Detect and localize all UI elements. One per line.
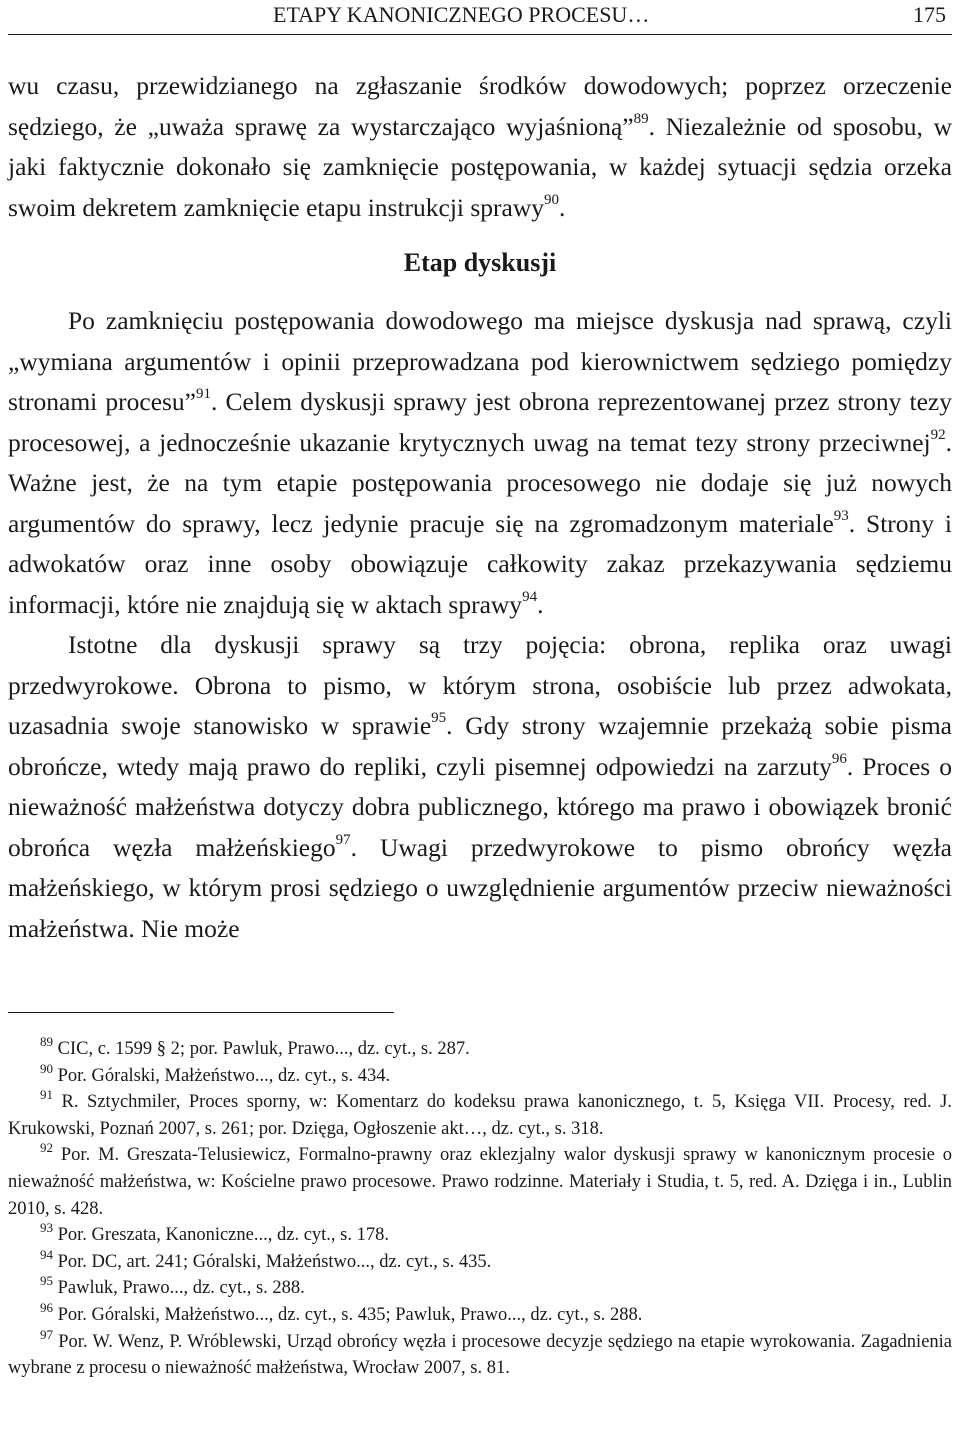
footnote-97: $^{97}$ Por. W. Wenz, P. Wróblewski, Urząd obrońcy węzła i procesowe decyzje sędziego na etapie wyrokowania. Zagadnienia wybrane z procesu o nieważność małżeństwa, Wrocław 2007, s. 81. [8, 1326, 953, 1379]
footnote-89: $^{89}$ CIC, c. 1599 § 2; por. Pawluk, Prawo..., dz. cyt., s. 287. [40, 1034, 470, 1059]
footnote-93: $^{93}$ Por. Greszata, Kanoniczne..., dz. cyt., s. 178. [40, 1220, 389, 1246]
page-number: 175 [913, 2, 946, 27]
footnote-90: $^{90}$ Por. Góralski, Małżeństwo..., dz. cyt., s. 434. [40, 1060, 391, 1086]
running-header [8, 0, 952, 35]
footnote-ref-89[interactable]: 89 [633, 110, 649, 127]
footnote-ref-97[interactable]: 97 [335, 831, 351, 848]
footnote-ref-94[interactable]: 94 [522, 588, 538, 605]
paragraph-discussion: Po zamknięciu postępowania dowodowego ma miejsce dyskusja nad sprawą, czyli „wymiana argumentów i opinii przeprowadzana pod kierownictwem sędziego pomiędzy stronami procesu”$^{91}$. Celem dyskusji sprawy jest obrona reprezentowanej przez strony tezy procesowej, a jednocześnie ukazanie krytycznych uwag na temat tezy strony przeciwnej$^{92}$. Ważne jest, że na tym etapie postępowania procesowego nie dodaje się już nowych argumentów do sprawy, lecz jedynie pracuje się na zgromadzonym materiale$^{93}$. Strony i adwokatów oraz inne osoby obowiązuje całkowity zakaz przekazywania sędziemu informacji, które nie znajdują się w aktach sprawy$^{94}$. [8, 306, 953, 619]
footnote-92: $^{92}$ Por. M. Greszata-Telusiewicz, Formalno-prawny oraz eklezjalny walor dyskusji sprawy w kanonicznym procesie o nieważność małżeństwa, w: Kościelne prawo procesowe. Prawo rodzinne. Materiały i Studia, t. 5, red. A. Dzięga i in., Lublin 2010, s. 428. [8, 1140, 952, 1219]
footnotes [8, 1036, 952, 1382]
footnote-ref-90[interactable]: 90 [544, 191, 560, 208]
footnote-95: $^{95}$ Pawluk, Prawo..., dz. cyt., s. 288. [40, 1273, 305, 1299]
footnote-96: $^{96}$ Por. Góralski, Małżeństwo..., dz. cyt., s. 435; Pawluk, Prawo..., dz. cyt., s. 288. [40, 1299, 643, 1325]
footnote-ref-91[interactable]: 91 [196, 386, 211, 402]
paragraph-concepts: Istotne dla dyskusji sprawy są trzy pojęcia: obrona, replika oraz uwagi przedwyrokowe. Obrona to pismo, w którym strona, osobiście lub przez adwokata, uzasadnia swoje stanowisko w sprawie$^{95}$. Gdy strony wzajemnie przekażą sobie pisma obrończe, wtedy mają prawo do repliki, czyli pisemnej odpowiedzi na zarzuty$^{96}$. Proces o nieważność małżeństwa dotyczy dobra publicznego, którego ma prawo i obowiązek bronić obrońca węzła małżeńskiego$^{97}$. Uwagi przedwyrokowe to pismo obrońcy węzła małżeńskiego, w którym prosi sędziego o uwzględnienie argumentów przeciw nieważności małżeństwa. Nie może [8, 630, 952, 943]
footnote-ref-93[interactable]: 93 [833, 507, 849, 524]
footnote-ref-96[interactable]: 96 [831, 750, 847, 767]
footnote-ref-95[interactable]: 95 [431, 710, 447, 726]
footnote-94: $^{94}$ Por. DC, art. 241; Góralski, Małżeństwo..., dz. cyt., s. 435. [40, 1246, 492, 1272]
footnote-91: $^{91}$ R. Sztychmiler, Proces sporny, w: Komentarz do kodeksu prawa kanonicznego, t. 5, Księga VII. Procesy, red. J. Krukowski, Poznań 2007, s. 261; por. Dzięga, Ogłoszenie akt…, dz. cyt., s. 318. [8, 1087, 953, 1139]
paragraph-continuation: wu czasu, przewidzianego na zgłaszanie środków dowodowych; poprzez orzeczenie sędziego, że „uważa sprawę za wystarczająco wyjaśnioną”$^{89}$. Niezależnie od sposobu, w jaki faktycznie dokonało się zamknięcie postępowania, w każdej sytuacji sędzia orzeka swoim dekretem zamknięcie etapu instrukcji sprawy$^{90}$. [8, 71, 953, 222]
running-title: ETAPY KANONICZNEGO PROCESU… [273, 2, 650, 27]
footnote-separator [8, 1012, 394, 1013]
section-heading: Etap dyskusji [403, 248, 557, 277]
footnote-ref-92[interactable]: 92 [930, 426, 946, 443]
main-text [8, 66, 952, 949]
